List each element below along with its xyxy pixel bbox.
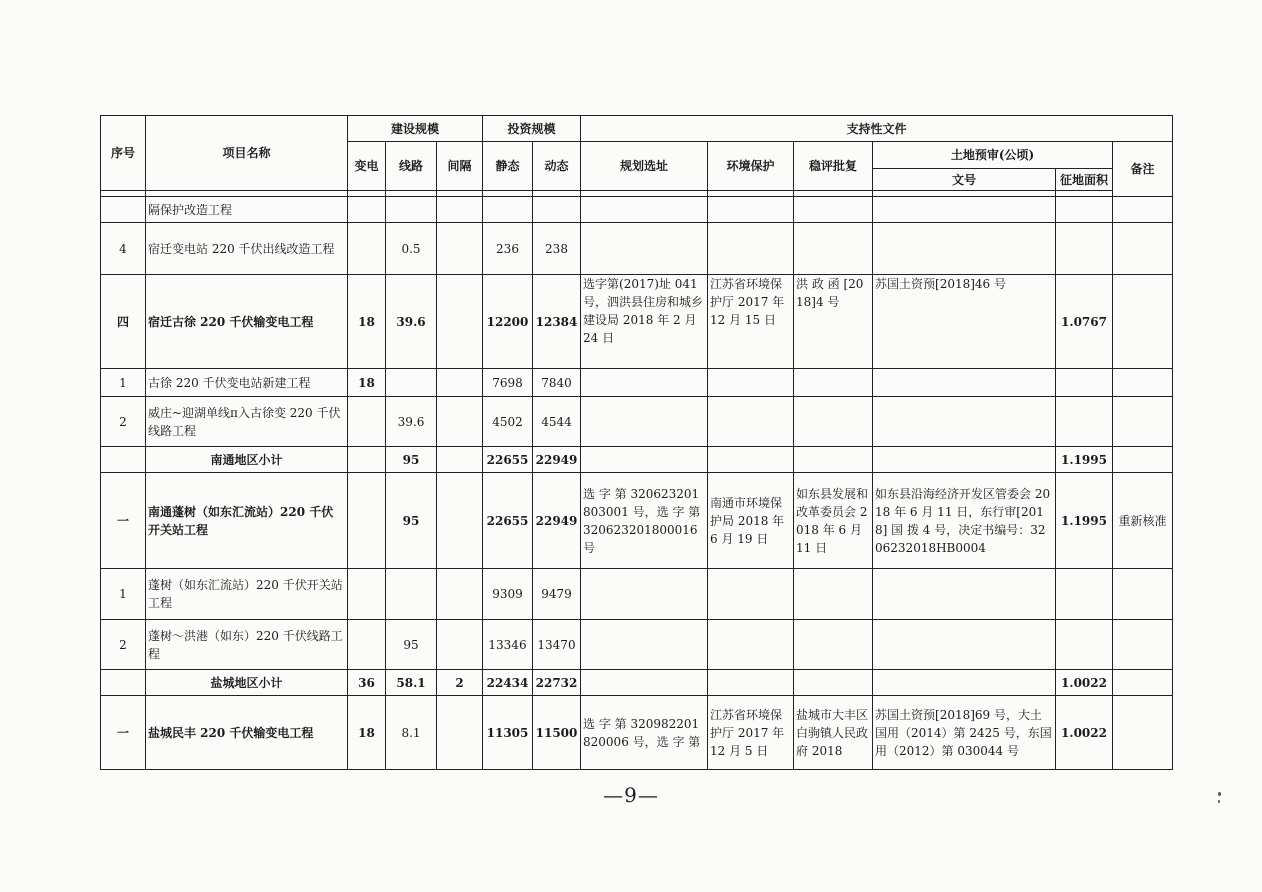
- row-land-doc: [873, 670, 1056, 696]
- row-static: [483, 197, 533, 223]
- row-bay: [437, 447, 483, 473]
- row-dynamic: 22949: [533, 473, 581, 569]
- table-row: [101, 197, 1173, 223]
- row-substation: 36: [348, 670, 386, 696]
- row-land-area: [1056, 369, 1113, 397]
- header-remark: 备注: [1113, 142, 1173, 197]
- row-bay: [437, 197, 483, 223]
- row-substation: [348, 223, 386, 275]
- row-line: 95: [386, 473, 437, 569]
- row-bay: [437, 369, 483, 397]
- row-line: 39.6: [386, 275, 437, 369]
- row-stability: [794, 369, 873, 397]
- header-line: 线路: [386, 142, 437, 191]
- row-remark: [1113, 369, 1173, 397]
- row-land-doc: [873, 620, 1056, 670]
- row-bay: [437, 397, 483, 447]
- row-plan: [581, 620, 708, 670]
- row-dynamic: 238: [533, 223, 581, 275]
- row-name: 威庄~迎湖单线π入古徐变 220 千伏线路工程: [146, 397, 348, 447]
- table-row: [101, 397, 1173, 447]
- row-stability: 盐城市大丰区白驹镇人民政府 2018: [794, 696, 873, 770]
- row-land-area: [1056, 397, 1113, 447]
- row-seq: [101, 447, 146, 473]
- row-bay: [437, 275, 483, 369]
- header-substation: 变电: [348, 142, 386, 191]
- row-env: [708, 569, 794, 620]
- row-static: 9309: [483, 569, 533, 620]
- row-plan: [581, 569, 708, 620]
- row-line: 95: [386, 620, 437, 670]
- header-bay: 间隔: [437, 142, 483, 191]
- header-name: 项目名称: [146, 116, 348, 191]
- row-remark: [1113, 569, 1173, 620]
- row-remark: [1113, 275, 1173, 369]
- header-row-1: [101, 116, 1173, 142]
- row-static: 236: [483, 223, 533, 275]
- row-remark: [1113, 447, 1173, 473]
- header-invest-group: 投资规模: [483, 116, 581, 142]
- header-plan: 规划选址: [581, 142, 708, 191]
- row-dynamic: 7840: [533, 369, 581, 397]
- row-line: [386, 569, 437, 620]
- row-land-doc: [873, 447, 1056, 473]
- row-env: 南通市环境保护局 2018 年 6 月 19 日: [708, 473, 794, 569]
- row-dynamic: 22732: [533, 670, 581, 696]
- row-land-area: 1.0767: [1056, 275, 1113, 369]
- row-plan: [581, 223, 708, 275]
- row-plan: [581, 369, 708, 397]
- row-name: 宿迁古徐 220 千伏输变电工程: [146, 275, 348, 369]
- row-name: 隔保护改造工程: [146, 197, 348, 223]
- row-name: 盐城地区小计: [146, 670, 348, 696]
- row-bay: [437, 223, 483, 275]
- row-remark: [1113, 223, 1173, 275]
- header-land-group: 土地预审(公顷): [873, 142, 1113, 169]
- scan-speck: [1218, 792, 1221, 796]
- row-stability: [794, 447, 873, 473]
- row-seq: 4: [101, 223, 146, 275]
- row-remark: [1113, 696, 1173, 770]
- row-env: 江苏省环境保护厅 2017 年 12 月 5 日: [708, 696, 794, 770]
- row-substation: 18: [348, 696, 386, 770]
- subtotal-row: [101, 670, 1173, 696]
- table-row: [101, 620, 1173, 670]
- row-bay: [437, 473, 483, 569]
- row-substation: [348, 197, 386, 223]
- row-stability: 如东县发展和改革委员会 2018 年 6 月 11 日: [794, 473, 873, 569]
- subtotal-row: [101, 447, 1173, 473]
- row-dynamic: 9479: [533, 569, 581, 620]
- row-dynamic: 11500: [533, 696, 581, 770]
- project-table: [100, 115, 1173, 770]
- row-env: [708, 369, 794, 397]
- row-substation: 18: [348, 275, 386, 369]
- row-land-doc: [873, 369, 1056, 397]
- row-line: 0.5: [386, 223, 437, 275]
- row-seq: 2: [101, 397, 146, 447]
- row-line: 39.6: [386, 397, 437, 447]
- row-line: 95: [386, 447, 437, 473]
- row-dynamic: 4544: [533, 397, 581, 447]
- row-substation: [348, 447, 386, 473]
- row-name: 蓬树～洪港（如东）220 千伏线路工程: [146, 620, 348, 670]
- row-stability: 洪 政 函 [2018]4 号: [794, 275, 873, 369]
- row-land-area: [1056, 197, 1113, 223]
- row-seq: [101, 197, 146, 223]
- scan-speck: [1218, 800, 1220, 803]
- row-substation: [348, 473, 386, 569]
- row-land-area: 1.0022: [1056, 696, 1113, 770]
- header-stability: 稳评批复: [794, 142, 873, 191]
- row-env: [708, 670, 794, 696]
- row-land-doc: [873, 397, 1056, 447]
- row-env: 江苏省环境保护厅 2017 年 12 月 15 日: [708, 275, 794, 369]
- row-seq: 1: [101, 569, 146, 620]
- row-static: 22655: [483, 473, 533, 569]
- row-env: [708, 223, 794, 275]
- row-substation: [348, 620, 386, 670]
- row-land-area: [1056, 223, 1113, 275]
- header-land-doc: 文号: [873, 169, 1056, 191]
- row-plan: [581, 670, 708, 696]
- row-bay: [437, 696, 483, 770]
- row-static: 7698: [483, 369, 533, 397]
- row-remark: [1113, 397, 1173, 447]
- row-dynamic: 13470: [533, 620, 581, 670]
- row-dynamic: 22949: [533, 447, 581, 473]
- header-land-area: 征地面积: [1056, 169, 1113, 191]
- row-name: 盐城民丰 220 千伏输变电工程: [146, 696, 348, 770]
- table-row: [101, 696, 1173, 770]
- row-dynamic: 12384: [533, 275, 581, 369]
- row-plan: 选 字 第 320623201803001 号，选 字 第 320623201800016 号: [581, 473, 708, 569]
- row-seq: 1: [101, 369, 146, 397]
- row-static: 4502: [483, 397, 533, 447]
- row-seq: [101, 670, 146, 696]
- header-docs-group: 支持性文件: [581, 116, 1173, 142]
- row-land-doc: [873, 223, 1056, 275]
- header-seq: 序号: [101, 116, 146, 191]
- row-stability: [794, 397, 873, 447]
- row-bay: [437, 620, 483, 670]
- row-stability: [794, 569, 873, 620]
- row-land-doc: [873, 197, 1056, 223]
- row-substation: [348, 397, 386, 447]
- row-land-area: 1.1995: [1056, 473, 1113, 569]
- row-line: 58.1: [386, 670, 437, 696]
- row-land-area: 1.0022: [1056, 670, 1113, 696]
- row-land-doc: [873, 569, 1056, 620]
- row-bay: [437, 569, 483, 620]
- row-seq: 四: [101, 275, 146, 369]
- row-remark: [1113, 620, 1173, 670]
- row-env: [708, 447, 794, 473]
- row-name: 宿迁变电站 220 千伏出线改造工程: [146, 223, 348, 275]
- row-static: 12200: [483, 275, 533, 369]
- row-env: [708, 197, 794, 223]
- header-static: 静态: [483, 142, 533, 191]
- row-substation: 18: [348, 369, 386, 397]
- page-number: —9—: [603, 783, 659, 807]
- row-land-area: [1056, 620, 1113, 670]
- row-plan: 选 字 第 320982201820006 号，选 字 第: [581, 696, 708, 770]
- row-stability: [794, 223, 873, 275]
- row-remark: 重新核准: [1113, 473, 1173, 569]
- row-seq: 一: [101, 473, 146, 569]
- row-static: 13346: [483, 620, 533, 670]
- row-static: 11305: [483, 696, 533, 770]
- table-row: [101, 223, 1173, 275]
- row-line: [386, 197, 437, 223]
- row-plan: [581, 197, 708, 223]
- row-land-doc: 如东县沿海经济开发区管委会 2018 年 6 月 11 日，东行审[2018] 国 拨 4 号，决定书编号：3206232018HB0004: [873, 473, 1056, 569]
- table-row: [101, 275, 1173, 369]
- row-name: 南通蓬树（如东汇流站）220 千伏开关站工程: [146, 473, 348, 569]
- row-land-doc: 苏国土资预[2018]46 号: [873, 275, 1056, 369]
- row-env: [708, 620, 794, 670]
- row-name: 南通地区小计: [146, 447, 348, 473]
- row-static: 22434: [483, 670, 533, 696]
- row-stability: [794, 620, 873, 670]
- row-name: 蓬树（如东汇流站）220 千伏开关站工程: [146, 569, 348, 620]
- row-plan: [581, 397, 708, 447]
- row-name: 古徐 220 千伏变电站新建工程: [146, 369, 348, 397]
- row-seq: 2: [101, 620, 146, 670]
- header-dynamic: 动态: [533, 142, 581, 191]
- row-line: [386, 369, 437, 397]
- row-substation: [348, 569, 386, 620]
- row-stability: [794, 197, 873, 223]
- header-scale-group: 建设规模: [348, 116, 483, 142]
- row-seq: 一: [101, 696, 146, 770]
- row-dynamic: [533, 197, 581, 223]
- row-bay: 2: [437, 670, 483, 696]
- row-env: [708, 397, 794, 447]
- row-land-area: [1056, 569, 1113, 620]
- row-remark: [1113, 670, 1173, 696]
- row-line: 8.1: [386, 696, 437, 770]
- row-land-doc: 苏国土资预[2018]69 号，大土国用（2014）第 2425 号，东国用（2012）第 030044 号: [873, 696, 1056, 770]
- row-plan: [581, 447, 708, 473]
- table-row: [101, 369, 1173, 397]
- row-land-area: 1.1995: [1056, 447, 1113, 473]
- header-env: 环境保护: [708, 142, 794, 191]
- row-stability: [794, 670, 873, 696]
- table-row: [101, 473, 1173, 569]
- row-remark: [1113, 197, 1173, 223]
- row-plan: 选字第(2017)址 041 号，泗洪县住房和城乡建设局 2018 年 2 月 24 日: [581, 275, 708, 369]
- row-static: 22655: [483, 447, 533, 473]
- table-row: [101, 569, 1173, 620]
